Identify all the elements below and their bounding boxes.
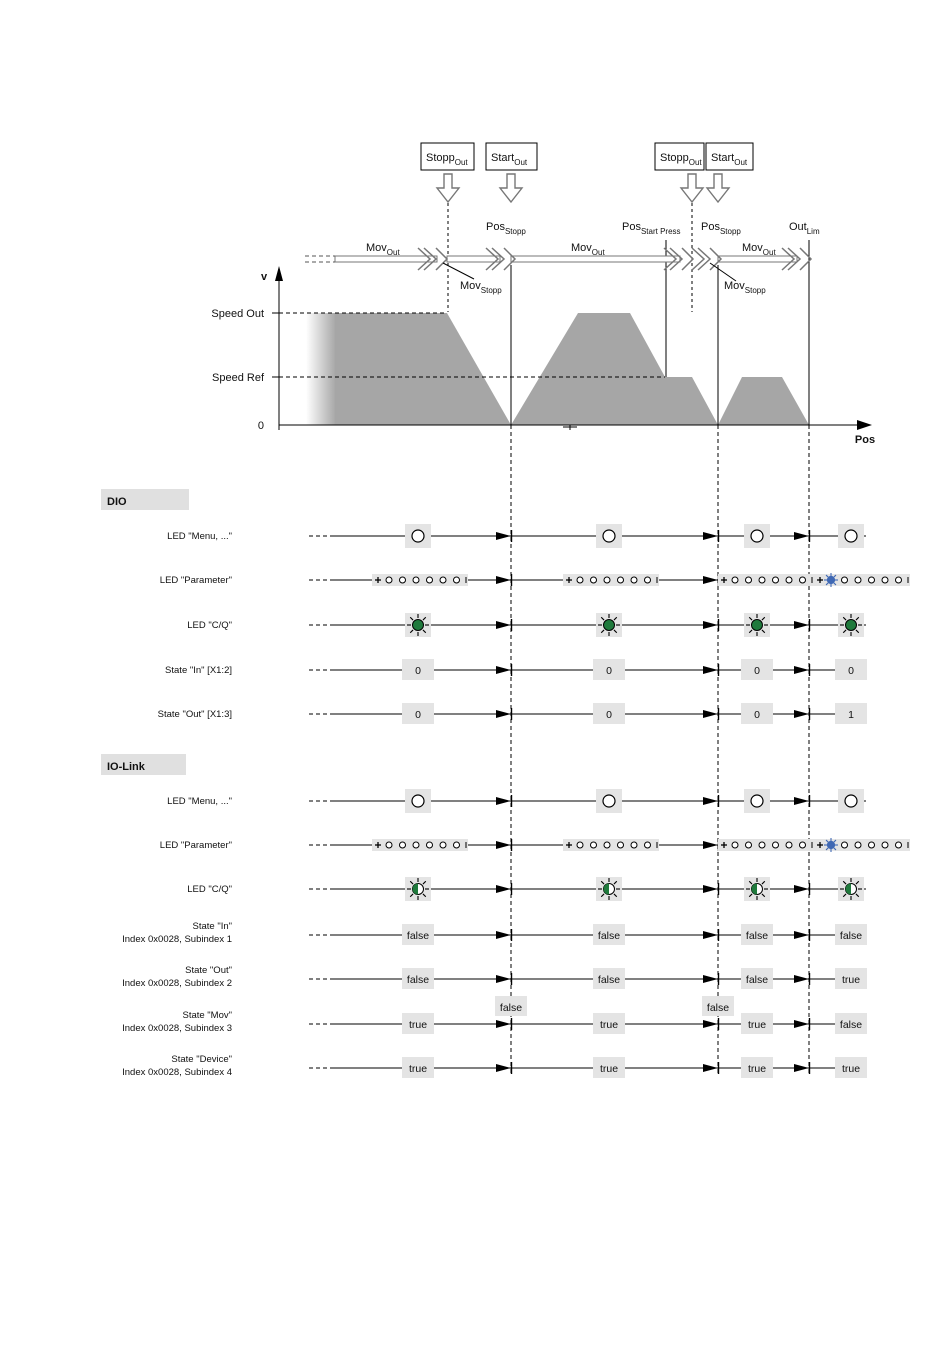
led-cq-1 — [413, 620, 424, 631]
row-arrow-3 — [794, 885, 809, 893]
command-label-3-main: Stopp — [660, 152, 689, 164]
row-label: Index 0x0028, Subindex 1 — [122, 934, 232, 945]
row-label: LED "C/Q" — [187, 620, 232, 631]
y-axis-arrow — [275, 266, 283, 281]
led-parameter-2-dot — [591, 577, 597, 583]
pos-label-3-main: Pos — [701, 221, 720, 233]
led-parameter-1-dot — [386, 842, 392, 848]
led-parameter-1-dot — [427, 577, 433, 583]
command-arrow-1 — [437, 174, 459, 202]
led-parameter-2-dot — [631, 842, 637, 848]
row-arrow-1 — [496, 975, 511, 983]
row-label: LED "C/Q" — [187, 884, 232, 895]
row-arrow-3 — [794, 666, 809, 674]
mov-label-2-sub: Stopp — [480, 286, 502, 295]
led-parameter-2-dot — [604, 577, 610, 583]
x-axis-arrow — [857, 420, 872, 430]
row-arrow-3 — [794, 931, 809, 939]
state-row — [309, 968, 867, 989]
led-parameter-3-dot — [773, 577, 779, 583]
led-parameter-2-dot — [645, 577, 651, 583]
cell-1: 0 — [415, 665, 421, 677]
state-row — [309, 613, 866, 637]
cell-3: true — [747, 1019, 767, 1031]
led-cq-4 — [846, 620, 857, 631]
y-axis-label: v — [261, 271, 268, 283]
mov-label-1-main: Mov — [366, 242, 387, 254]
pos-label-3-sub: Stopp — [719, 227, 741, 236]
row-arrow-2 — [703, 797, 718, 805]
led-parameter-3-dot — [732, 842, 738, 848]
mov-label-5-main: Mov — [742, 242, 763, 254]
pos-label-3 — [701, 221, 741, 236]
profile-segment-2 — [511, 313, 718, 425]
led-parameter-4-dot — [855, 577, 861, 583]
mov-chevron-3-tip — [682, 248, 693, 270]
cell-2: false — [597, 974, 621, 986]
row-label: State "Mov" — [182, 1010, 232, 1021]
led-parameter-1-dot — [440, 842, 446, 848]
row-arrow-1 — [496, 666, 511, 674]
row-arrow-3 — [794, 710, 809, 718]
row-arrow-3 — [794, 532, 809, 540]
led-parameter-1-dot — [413, 577, 419, 583]
cell-4: false — [839, 1019, 863, 1031]
profile-segment-3 — [718, 377, 809, 425]
row-arrow-2 — [703, 576, 718, 584]
mov-band-4 — [718, 256, 797, 262]
transition-cell-1: false — [499, 1002, 523, 1014]
y-tick-label-speed-out: Speed Out — [211, 308, 264, 320]
row-label: State "In" — [192, 921, 232, 932]
mov-label-2 — [460, 280, 502, 295]
mov-label-5 — [742, 242, 776, 257]
mov-label-5-sub: Out — [762, 248, 776, 257]
cell-3: false — [745, 974, 769, 986]
state-row — [309, 877, 866, 901]
led-menu-4 — [845, 530, 857, 542]
command-label-4-main: Start — [711, 152, 735, 164]
row-arrow-1 — [496, 576, 511, 584]
pos-label-1-main: Pos — [486, 221, 505, 233]
row-label: LED "Menu, ..." — [167, 796, 232, 807]
y-tick-label-speed-ref: Speed Ref — [212, 372, 264, 384]
row-label: State "In" [X1:2] — [165, 665, 232, 676]
command-label-1-main: Stopp — [426, 152, 455, 164]
mov-label-4 — [724, 280, 766, 295]
led-parameter-2-dot — [631, 577, 637, 583]
mov-label-4-sub: Stopp — [744, 286, 766, 295]
pos-label-4 — [789, 221, 820, 236]
mov-label-1 — [366, 242, 400, 257]
command-arrow-2 — [500, 174, 522, 202]
row-arrow-3 — [794, 797, 809, 805]
led-menu-4 — [845, 795, 857, 807]
led-parameter-1-dot — [386, 577, 392, 583]
row-arrow-1 — [496, 621, 511, 629]
led-parameter-1-dot — [440, 577, 446, 583]
mov-label-2-main: Mov — [460, 280, 481, 292]
cell-4: 0 — [848, 665, 854, 677]
led-parameter-3-dot — [773, 842, 779, 848]
section-dio — [101, 489, 910, 724]
state-row — [309, 703, 867, 724]
cell-3: 0 — [754, 665, 760, 677]
mov-label-3-sub: Out — [591, 248, 605, 257]
mov-leader-2 — [710, 263, 736, 281]
cell-1: true — [408, 1063, 428, 1075]
command-label-3-sub: Out — [688, 158, 702, 167]
command-label-4-sub: Out — [734, 158, 748, 167]
x-axis-label: Pos — [854, 434, 876, 446]
state-row — [309, 1057, 867, 1078]
led-parameter-3-dot — [786, 842, 792, 848]
led-parameter-4-dot — [882, 842, 888, 848]
pos-label-2 — [622, 221, 681, 236]
led-parameter-2-dot — [591, 842, 597, 848]
state-row — [309, 996, 867, 1034]
mov-label-1-sub: Out — [386, 248, 400, 257]
profile-fade — [306, 313, 336, 425]
pos-label-4-sub: Lim — [806, 227, 820, 236]
row-label: Index 0x0028, Subindex 4 — [122, 1067, 232, 1078]
mov-band-2 — [447, 256, 500, 262]
led-cq-2 — [604, 620, 615, 631]
cell-1: false — [406, 930, 430, 942]
y-tick-label-zero: 0 — [257, 420, 264, 432]
row-arrow-1 — [496, 1020, 511, 1028]
led-parameter-2-dot — [604, 842, 610, 848]
cell-3: true — [747, 1063, 767, 1075]
cell-1: 0 — [415, 709, 421, 721]
row-arrow-1 — [496, 532, 511, 540]
led-parameter-3-dot — [800, 577, 806, 583]
led-parameter-4-dot — [855, 842, 861, 848]
row-arrow-1 — [496, 841, 511, 849]
state-row — [309, 573, 910, 587]
row-arrow-2 — [703, 532, 718, 540]
command-arrow-3 — [681, 174, 703, 202]
command-label-2-main: Start — [491, 152, 515, 164]
command-label-2-sub: Out — [514, 158, 528, 167]
led-parameter-3-dot — [786, 577, 792, 583]
led-menu-1 — [412, 530, 424, 542]
row-label: State "Device" — [171, 1054, 232, 1065]
section-title: IO-Link — [107, 761, 145, 773]
row-label: LED "Parameter" — [159, 840, 232, 851]
led-parameter-4-dot — [842, 577, 848, 583]
cell-4: 1 — [848, 709, 854, 721]
pos-label-2-sub: Start Press — [640, 227, 681, 236]
pos-label-1-sub: Stopp — [504, 227, 526, 236]
section-title: DIO — [107, 496, 127, 508]
row-arrow-1 — [496, 885, 511, 893]
led-parameter-4-dot — [896, 577, 902, 583]
led-parameter-1-dot — [400, 577, 406, 583]
row-arrow-2 — [703, 710, 718, 718]
row-label: Index 0x0028, Subindex 2 — [122, 978, 232, 989]
pos-label-1 — [486, 221, 526, 236]
transition-cell-2: false — [706, 1002, 730, 1014]
row-label: Index 0x0028, Subindex 3 — [122, 1023, 232, 1034]
row-arrow-2 — [703, 885, 718, 893]
pos-label-4-main: Out — [789, 221, 807, 233]
mov-label-3 — [571, 242, 605, 257]
row-arrow-2 — [703, 931, 718, 939]
cell-4: true — [841, 1063, 861, 1075]
led-parameter-2-dot — [618, 842, 624, 848]
led-parameter-4-dot — [842, 842, 848, 848]
row-label: LED "Parameter" — [159, 575, 232, 586]
row-arrow-2 — [703, 841, 718, 849]
mov-label-4-main: Mov — [724, 280, 745, 292]
row-label: State "Out" — [185, 965, 232, 976]
row-arrow-3 — [794, 975, 809, 983]
row-arrow-1 — [496, 1064, 511, 1072]
row-arrow-2 — [703, 1020, 718, 1028]
cell-4: false — [839, 930, 863, 942]
cell-2: 0 — [606, 709, 612, 721]
led-menu-1 — [412, 795, 424, 807]
led-parameter-3-dot — [800, 842, 806, 848]
command-arrow-4 — [707, 174, 729, 202]
row-arrow-1 — [496, 797, 511, 805]
led-parameter-2-dot — [618, 577, 624, 583]
row-arrow-1 — [496, 710, 511, 718]
state-row — [309, 659, 867, 680]
led-menu-2 — [603, 795, 615, 807]
led-menu-3 — [751, 795, 763, 807]
led-parameter-1-dot — [454, 842, 460, 848]
cell-1: false — [406, 974, 430, 986]
led-parameter-3-dot — [746, 577, 752, 583]
row-arrow-2 — [703, 1064, 718, 1072]
row-arrow-2 — [703, 975, 718, 983]
led-parameter-4-dot — [896, 842, 902, 848]
led-parameter-3-dot — [732, 577, 738, 583]
cell-2: true — [599, 1063, 619, 1075]
cell-3: false — [745, 930, 769, 942]
cell-2: 0 — [606, 665, 612, 677]
command-label-1-sub: Out — [454, 158, 468, 167]
row-arrow-1 — [496, 931, 511, 939]
state-row — [309, 524, 866, 548]
mov-chevron-1-tip — [436, 248, 447, 270]
row-arrow-3 — [794, 1064, 809, 1072]
cell-3: 0 — [754, 709, 760, 721]
row-label: LED "Menu, ..." — [167, 531, 232, 542]
led-parameter-2-dot — [577, 577, 583, 583]
profile-segment-1 — [335, 313, 511, 425]
led-parameter-4-dot-active — [827, 576, 834, 583]
cell-2: false — [597, 930, 621, 942]
led-parameter-1-dot — [454, 577, 460, 583]
row-arrow-2 — [703, 621, 718, 629]
led-parameter-3-dot — [746, 842, 752, 848]
state-row — [309, 838, 910, 852]
led-parameter-4-dot — [882, 577, 888, 583]
pos-label-2-main: Pos — [622, 221, 641, 233]
led-parameter-2-dot — [577, 842, 583, 848]
led-parameter-3-dot — [759, 577, 765, 583]
led-parameter-1-dot — [413, 842, 419, 848]
led-parameter-4-dot — [869, 577, 875, 583]
led-parameter-3-dot — [759, 842, 765, 848]
led-parameter-2-dot — [645, 842, 651, 848]
led-parameter-1-dot — [400, 842, 406, 848]
cell-4: true — [841, 974, 861, 986]
led-menu-3 — [751, 530, 763, 542]
row-arrow-3 — [794, 621, 809, 629]
led-parameter-1-dot — [427, 842, 433, 848]
row-arrow-3 — [794, 1020, 809, 1028]
cell-1: true — [408, 1019, 428, 1031]
cell-2: true — [599, 1019, 619, 1031]
mov-label-3-main: Mov — [571, 242, 592, 254]
led-cq-3 — [752, 620, 763, 631]
row-label: State "Out" [X1:3] — [157, 709, 232, 720]
row-arrow-2 — [703, 666, 718, 674]
state-row — [309, 924, 867, 945]
led-parameter-4-dot-active — [827, 841, 834, 848]
state-row — [309, 789, 866, 813]
led-menu-2 — [603, 530, 615, 542]
led-parameter-4-dot — [869, 842, 875, 848]
